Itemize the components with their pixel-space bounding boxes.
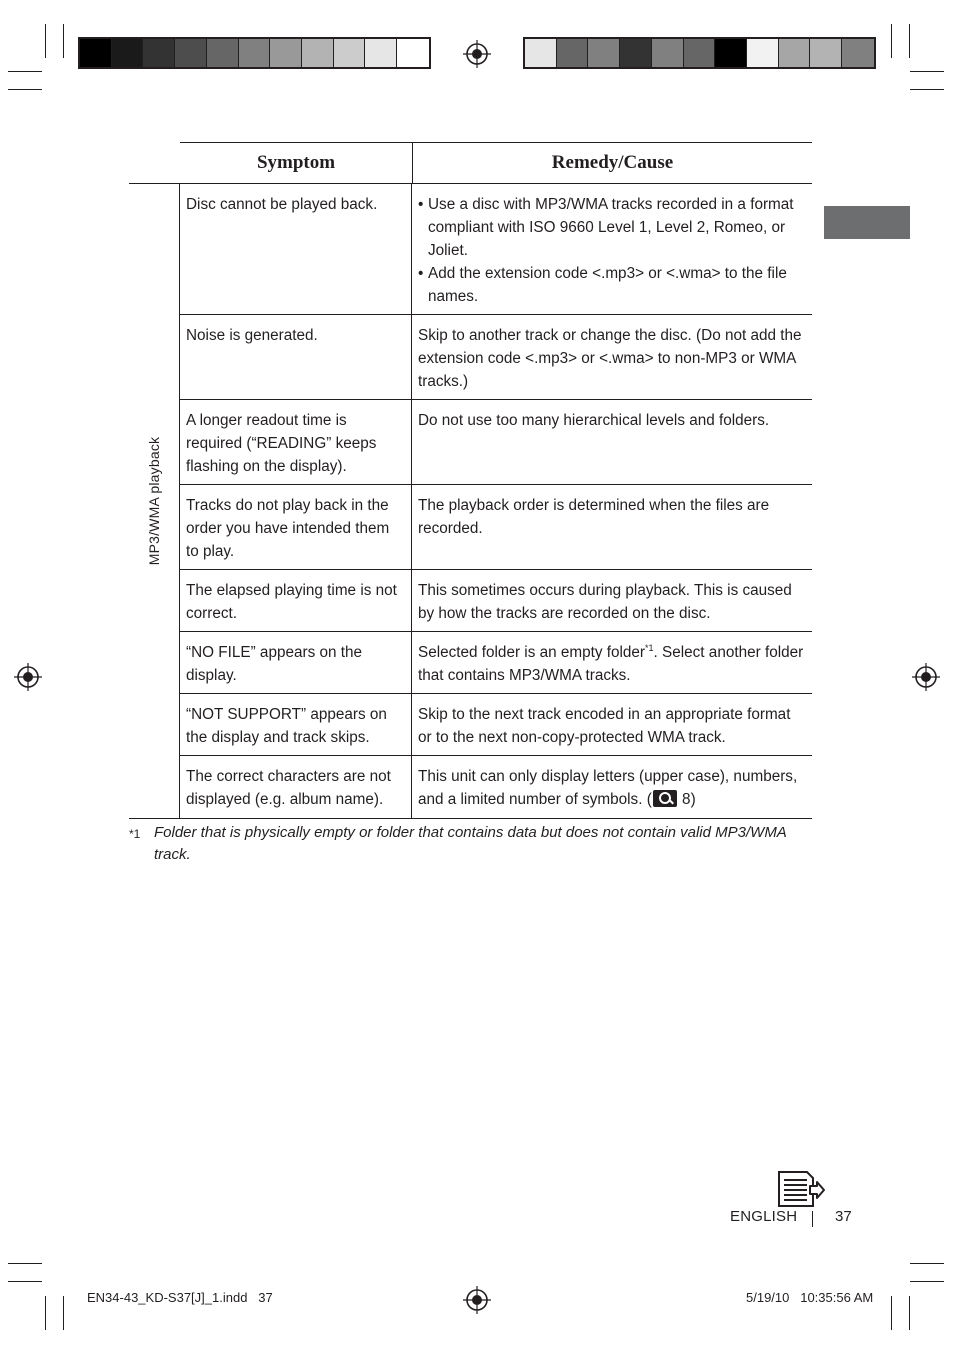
crop-mark-bottom-left-v: [45, 1296, 46, 1330]
symptom-cell: Disc cannot be played back.: [180, 184, 412, 314]
crop-mark-top-right-h2: [910, 89, 944, 90]
footer-language: ENGLISH: [730, 1208, 798, 1225]
symptom-cell: The correct characters are not displayed (e.g. album name).: [180, 756, 412, 818]
symptom-cell: “NO FILE” appears on the display.: [180, 632, 412, 693]
crop-mark-top-right-v2: [909, 24, 910, 58]
color-swatch: [557, 39, 589, 67]
remedy-cell: Skip to another track or change the disc. (Do not add the extension code <.mp3> or <.wma> to non-MP3 or WMA tracks.): [418, 327, 802, 390]
registration-mark-bottom-icon: [463, 1286, 491, 1314]
table-row: [180, 570, 812, 632]
footer-separator: [812, 1211, 813, 1227]
color-swatch: [810, 39, 842, 67]
table-row: [180, 315, 812, 400]
color-swatch: [684, 39, 716, 67]
color-swatch: [270, 39, 302, 67]
symptom-cell: The elapsed playing time is not correct.: [180, 570, 412, 631]
troubleshooting-table: [129, 142, 812, 819]
remedy-bullet: • Use a disc with MP3/WMA tracks recorded in a format compliant with ISO 9660 Level 1, Level 2, Romeo, or Joliet.: [418, 196, 794, 259]
symptom-cell: A longer readout time is required (“READING” keeps flashing on the display).: [180, 400, 412, 484]
color-swatch: [112, 39, 144, 67]
color-swatch: [715, 39, 747, 67]
remedy-cell: [412, 184, 812, 314]
color-swatch: [80, 39, 112, 67]
remedy-cell: Skip to the next track encoded in an appropriate format or to the next non-copy-protected WMA track.: [418, 706, 791, 746]
crop-mark-bottom-right-v2: [909, 1296, 910, 1330]
crop-mark-top-left-h2: [8, 89, 42, 90]
color-swatch: [397, 39, 429, 67]
remedy-bullet: • Add the extension code <.mp3> or <.wma> to the file names.: [418, 265, 787, 305]
color-swatch: [652, 39, 684, 67]
color-swatch: [302, 39, 334, 67]
color-swatch: [207, 39, 239, 67]
symptom-cell: “NOT SUPPORT” appears on the display and track skips.: [180, 694, 412, 755]
color-swatch: [365, 39, 397, 67]
table-row: [180, 694, 812, 756]
color-swatch: [143, 39, 175, 67]
footnote-mark: *1: [129, 827, 141, 841]
remedy-cell: Do not use too many hierarchical levels and folders.: [418, 412, 770, 429]
color-swatch: [620, 39, 652, 67]
registration-mark-left-icon: [14, 663, 42, 691]
symptom-cell: Noise is generated.: [180, 315, 412, 399]
table-row: [180, 756, 812, 818]
color-bar-right: [523, 37, 876, 69]
section-tab-marker: [824, 206, 910, 239]
table-row: [180, 632, 812, 694]
crop-mark-bottom-left-v2: [63, 1296, 64, 1330]
footnote-reference: *1: [645, 642, 654, 653]
header-remedy-cause: Remedy/Cause: [413, 142, 812, 183]
crop-mark-bottom-right-v: [891, 1296, 892, 1330]
table-row: [180, 485, 812, 570]
table-rows: [180, 184, 812, 818]
category-column: [129, 184, 180, 818]
registration-mark-right-icon: [912, 663, 940, 691]
registration-mark-top-icon: [463, 40, 491, 68]
crop-mark-top-right-h: [910, 71, 944, 72]
color-swatch: [239, 39, 271, 67]
print-slug-timestamp: 5/19/10 10:35:56 AM: [746, 1290, 874, 1305]
color-swatch: [588, 39, 620, 67]
table-row: [180, 184, 812, 315]
crop-mark-bottom-left-h: [8, 1263, 42, 1264]
remedy-cell: This unit can only display letters (upper case), numbers, and a limited number of symbols. ( 8): [418, 768, 798, 808]
color-swatch: [842, 39, 874, 67]
crop-mark-bottom-right-h2: [910, 1281, 944, 1282]
table-header: [129, 142, 812, 184]
footnote-text: Folder that is physically empty or folder that contains data but does not contain valid MP3/WMA track.: [154, 824, 787, 863]
crop-mark-bottom-right-h: [910, 1263, 944, 1264]
crop-mark-top-right-v: [891, 24, 892, 58]
document-continue-icon: [776, 1170, 826, 1208]
remedy-cell: This sometimes occurs during playback. This is caused by how the tracks are recorded on the disc.: [418, 582, 792, 622]
crop-mark-top-left-h: [8, 71, 42, 72]
crop-mark-top-left-v2: [63, 24, 64, 58]
footnote: [129, 822, 809, 866]
remedy-cell: Selected folder is an empty folder$^{*1}$. Select another folder that contains MP3/WMA tracks.: [418, 642, 804, 684]
print-slug-filename: EN34-43_KD-S37[J]_1.indd 37: [87, 1290, 273, 1305]
magnifier-reference-icon: [653, 790, 677, 807]
crop-mark-bottom-left-h2: [8, 1281, 42, 1282]
table-row: [180, 400, 812, 485]
color-swatch: [747, 39, 779, 67]
color-bar-left: [78, 37, 431, 69]
color-swatch: [334, 39, 366, 67]
color-swatch: [779, 39, 811, 67]
category-label: MP3/WMA playback: [146, 436, 162, 566]
crop-mark-top-left-v: [45, 24, 46, 58]
symptom-cell: Tracks do not play back in the order you have intended them to play.: [180, 485, 412, 569]
remedy-cell: The playback order is determined when the files are recorded.: [418, 497, 770, 537]
header-symptom: Symptom: [180, 142, 413, 183]
page-number: 37: [835, 1208, 852, 1225]
color-swatch: [175, 39, 207, 67]
color-swatch: [525, 39, 557, 67]
